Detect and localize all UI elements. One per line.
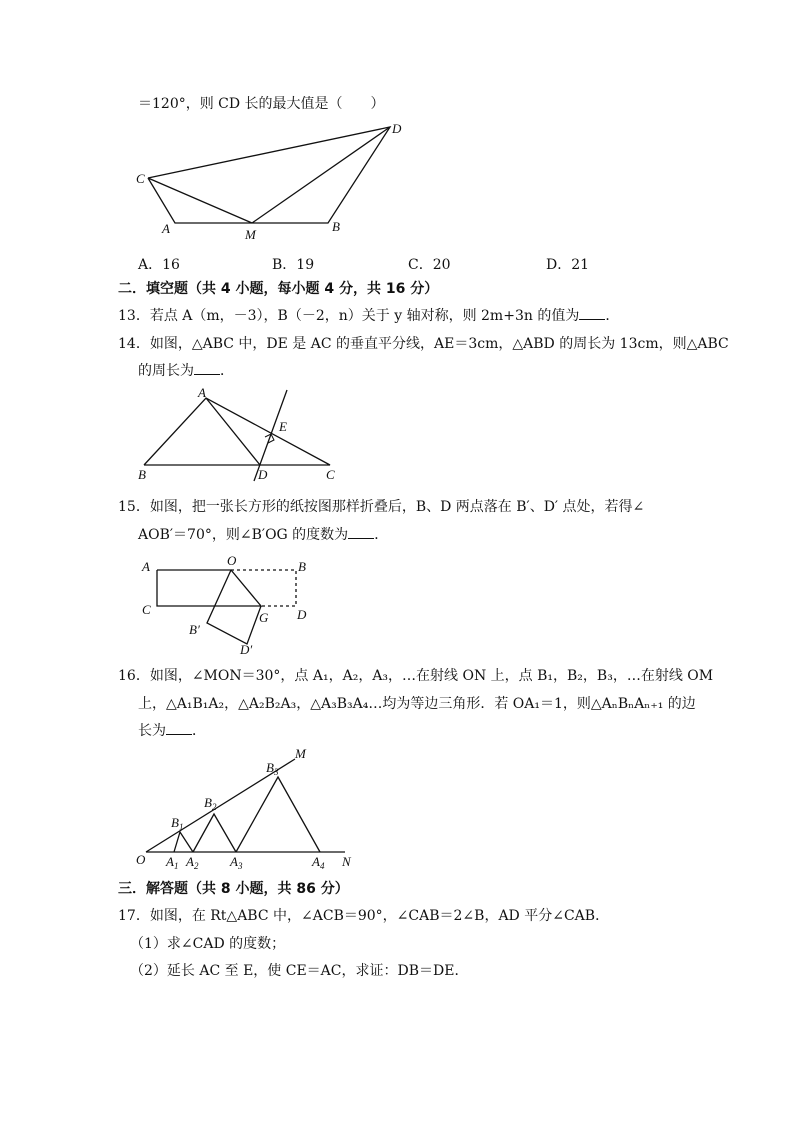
q13-text: 13．若点 A（m，－3），B（－2，n）关于 y 轴对称，则 2m+3n 的值为 [118,308,580,324]
q15-label-a: A [142,559,150,574]
q16-label-b2: $B_2$ [204,795,217,812]
q15-answer-blank[interactable] [348,526,374,539]
q16-triangle-1 [174,832,193,852]
q14-triangle [144,398,330,465]
q13-question [118,307,619,325]
q14-line2 [138,362,234,380]
q16-figure [130,742,370,877]
q15-line2-text: AOB′＝70°，则∠B′OG 的度数为 [138,527,349,543]
q16-label-a3: $A_3$ [230,854,243,871]
q16-label-b3: $B_3$ [266,760,279,777]
q17-line1: 17．如图，在 Rt△ABC 中，∠ACB＝90°，∠CAB＝2∠B，AD 平分∠CAB． [118,908,610,924]
q12-tail: ＝120°，则 CD 长的最大值是（ ） [138,96,385,112]
q12-option-d: D．21 [546,257,590,273]
q15-label-d-prime: D′ [240,642,253,657]
q16-answer-blank[interactable] [166,722,192,735]
q15-rectangle-folded [157,570,261,606]
q15-figure [135,550,325,660]
q12-quadrilateral [148,127,390,223]
q15-label-o: O [227,553,237,568]
q16-end: ． [192,723,206,739]
q14-answer-blank[interactable] [194,362,220,375]
q16-label-a4: $A_4$ [312,854,325,871]
q15-label-d: D [297,607,307,622]
q15-folded-flap [207,570,261,644]
q16-label-a1: $A_1$ [166,854,179,871]
q14-figure [130,385,360,485]
q12-label-d: D [392,121,402,136]
q12-label-c: C [136,171,145,186]
q14-line2-text: 的周长为 [138,363,194,379]
q16-label-a2: $A_2$ [186,854,199,871]
q16-label-o: O [136,852,146,867]
q12-label-a: A [162,221,170,236]
q14-label-b: B [138,467,146,482]
q13-end: ． [605,308,620,324]
q16-label-b1: $B_1$ [171,815,184,832]
q15-line2 [138,526,388,544]
q17-part2: （2）延长 AC 至 E，使 CE＝AC，求证：DB＝DE． [130,963,469,979]
q14-label-e: E [279,419,287,434]
q16-line1: 16．如图，∠MON＝30°，点 A₁，A₂，A₃，…在射线 ON 上，点 B₁，B₂，B₃，…在射线 OM [118,668,714,684]
q16-line3-text: 长为 [138,723,166,739]
q16-line3 [138,722,206,740]
q14-line1: 14．如图，△ABC 中，DE 是 AC 的垂直平分线，AE＝3cm，△ABD 的周长为 13cm，则△ABC [118,336,729,352]
q12-figure [130,115,410,245]
q12-option-c: C．20 [408,257,451,273]
q16-label-n: N [342,854,351,869]
q12-option-a: A．16 [138,257,180,273]
q17-part1: （1）求∠CAD 的度数； [130,936,286,952]
q14-label-a: A [198,385,206,400]
q15-label-c: C [142,602,151,617]
q14-label-d: D [258,467,268,482]
q16-line2: 上，△A₁B₁A₂，△A₂B₂A₃，△A₃B₃A₄…均为等边三角形．若 OA₁＝1，则△AₙBₙAₙ₊₁ 的边 [138,696,696,712]
q16-label-m: M [295,746,306,761]
section2-title: 二．填空题（共 4 小题，每小题 4 分，共 16 分） [118,281,439,297]
q12-label-m: M [245,227,256,242]
q15-label-b: B [298,559,306,574]
section3-title: 三．解答题（共 8 小题，共 86 分） [118,881,349,897]
q14-end: ． [220,363,234,379]
q12-option-b: B．19 [272,257,315,273]
q12-label-b: B [332,219,340,234]
q15-line1: 15．如图，把一张长方形的纸按图那样折叠后，B、D 两点落在 B′、D′ 点处，若得∠ [118,499,645,515]
q15-end: ． [374,527,389,543]
q13-answer-blank[interactable] [579,307,605,320]
q15-label-g: G [259,610,269,625]
q16-triangle-2 [193,814,236,852]
q15-label-b-prime: B′ [189,622,200,637]
q14-label-c: C [326,467,335,482]
